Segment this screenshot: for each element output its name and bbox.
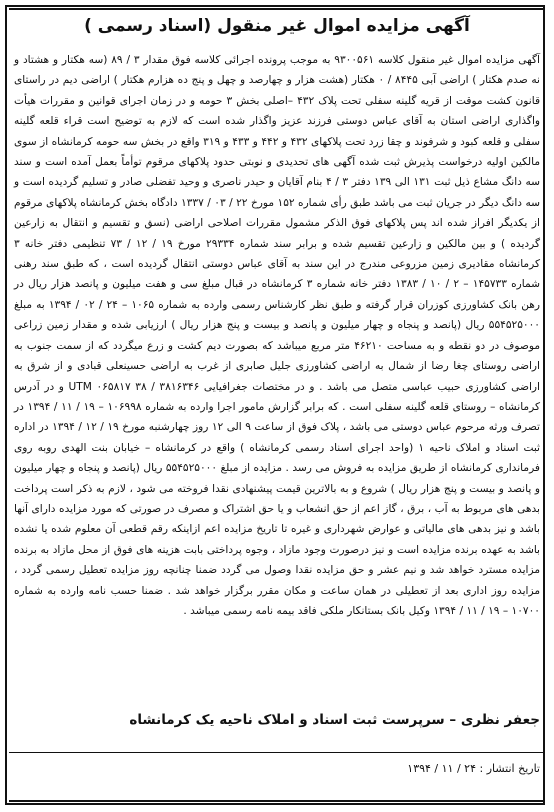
- signature-line: جعفر نظری – سرپرست ثبت اسناد و املاک ناحیه یک کرمانشاه: [129, 712, 540, 728]
- notice-body: آگهی مزایده اموال غیر منقول کلاسه ۹۳۰۰۵۶۱ به موجب پرونده اجرائی کلاسه فوق مقدار ۳ / ۸۹ (سه هکتار و هشتاد و نه صدم هکتار ) اراضی آبی ۸۴۴۵ / ۰ هکتار (هشت هزار و چهارصد و چهل و پنج ده هزارم هکتار ) اراضی دیم در راستای قانون کشت موقت از قریه گلینه سفلی تحت پلاک ۴۳۲ –اصلی بخش ۳ حومه و در زمان اجرای قوانین و مقررات هیأت واگذاری اراضی استان به آقای عباس دوستی فرزند عزیز واگذار شده است که لازم به توضیح است قراء قلعه گلینه سفلی و قلعه کبود و شرفوند و چقا زرد تحت پلاکهای ۴۳۲ و ۴۴۲ و ۴۳۳ و ۳۱۹ واقع در بخش سه حومه کرمانشاه از سوی مالکین اولیه درخواست پذیرش ثبت شده آگهی های تحدیدی و نوبتی حدود پلاکهای مرقوم توأماً بعمل آمده است و سند سه دانگ مشاع ذیل ثبت ۱۳۱ الی ۱۳۹ دفتر ۳ / ۴ بنام آقایان و حیدر ناصری و وحید تفضلی صادر و تسلیم گردیده است و سه دانگ دیگر در جریان ثبت می باشد طبق رأی شماره ۱۵۲ مورخ ۲۲ / ۰۳ / ۱۳۳۷ دادگاه بخش کرمانشاه پلاکهای مرقوم از یکدیگر افراز شده اند پس پلاکهای فوق الذکر مشمول مقررات اصلاحی اراضی (نسق و تقسیم و انتقال به زارعین گردیده ) و بین مالکین و زارعین تقسیم شده و برابر سند شماره ۲۹۳۳۴ مورخ ۱۹ / ۱۲ / ۷۳ تنظیمی دفتر خانه ۳ کرمانشاه مقادیری زمین مزروعی مندرج در این سند به آقای عباس دوستی انتقال گردیده است ، که طبق سند رهنی شماره ۱۴۵۷۳۳ – ۲ / ۱۰ / ۱۳۸۳ دفتر خانه شماره ۳ کرمانشاه در قبال مبلغ سی و هفت میلیون و پانصد هزار ریال در رهن بانک کشاورزی کوزران قرار گرفته و طبق نظر کارشناس رسمی وارده به شماره ۱۰۶۵ – ۲۴ / ۰۲ / ۱۳۹۴ به مبلغ ۵۵۴۵۲۵۰۰۰ ریال (پانصد و پنجاه و چهار میلیون و پانصد و بیست و پنج هزار ریال ) ارزیابی شده و مقدار زمین زراعی موصوف در دو نقطه و به مساحت ۴۶۲۱۰ متر مربع میباشد که بصورت دیم کشت و زرع میگردد که از سمت جنوب به اراضی روستای چغا رضا از شمال به اراضی کشاورزی جلیل صابری از غرب به اراضی حسینعلی قبادی و از شرق به اراضی کشاورزی حبیب عباسی متصل می باشد . و در مختصات جغرافیایی UTM ۰۶۵۸۱۷ ۳۸ / ۳۸۱۶۳۴۶ و در آدرس کرمانشاه – روستای قلعه گلینه سفلی است . که برابر گزارش مامور اجرا وارده به شماره ۱۰۶۹۹۸ – ۱۹ / ۱۱ / ۱۳۹۴ در تصرف ورثه مرحوم عباس دوستی می باشد ، پلاک فوق از ساعت ۹ الی ۱۲ روز چهارشنبه مورخ ۱۹ / ۱۲ / ۱۳۹۴ در اداره ثبت اسناد و املاک ناحیه ۱ (واحد اجرای اسناد رسمی کرمانشاه ) واقع در کرمانشاه – خیابان بنت الهدی روبه روی فرمانداری کرمانشاه از طریق مزایده به فروش می رسد . مزایده از مبلغ ۵۵۴۵۲۵۰۰۰ ریال (پانصد و پنجاه و چهار میلیون و پانصد و بیست و پنج هزار ریال ) شروع و به بالاترین قیمت پیشنهادی نقدا فروخته می شود ، لازم به ذکر است پرداخت بدهی های مربوط به آب ، برق ، گاز اعم از حق انشعاب و یا حق اشتراک و مصرف در صورتی که مورد مزایده دارای آنها باشد و نیز بدهی های مالیاتی و عوارض شهرداری و غیره تا تاریخ مزایده اعم ازاینکه رقم قطعی آن معلوم شده یا نشده باشد به عهده برنده مزایده است و نیز درصورت وجود مازاد ، وجوه پرداختی بابت هزینه های فوق از محل مازاد به برنده مزایده مسترد خواهد شد و نیم عشر و حق مزایده نقدا وصول می گردد ضمنا چنانچه روز مزایده تعطیل رسمی گردد ، مزایده روز اداری بعد از تعطیلی در همان ساعت و مکان مقرر برگزار خواهد شد . ضمنا حسب نامه وارده به شماره ۱۰۷۰۰ – ۱۹ / ۱۱ / ۱۳۹۴ وکیل بانک بستانکار ملکی فاقد بیمه نامه رسمی میباشد .: [14, 54, 541, 617]
- separator-rule: [9, 752, 545, 753]
- notice-title: آگهی مزایده اموال غیر منقول (اسناد رسمی ): [84, 16, 470, 36]
- bottom-rule: [9, 800, 545, 802]
- top-rule: [9, 8, 545, 10]
- publication-date: تاریخ انتشار : ۲۴ / ۱۱ / ۱۳۹۴: [407, 762, 540, 775]
